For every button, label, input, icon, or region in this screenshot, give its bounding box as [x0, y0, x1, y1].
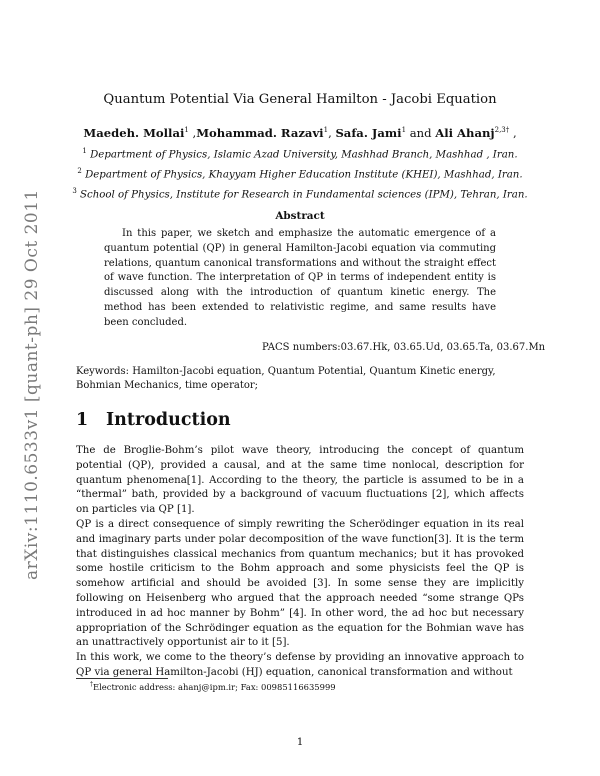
affiliation-3 [60, 187, 540, 200]
affiliation-mark: 3 [72, 187, 77, 195]
author-separator: and [406, 126, 436, 140]
footnote [76, 681, 538, 692]
section-number: 1 [76, 410, 89, 430]
section-title: Introduction [106, 410, 231, 430]
author-separator: , [328, 126, 336, 140]
footnote-text: Electronic address: ahanj@ipm.ir; Fax: 00985116635999 [93, 681, 336, 692]
pacs-numbers: PACS numbers:03.67.Hk, 03.65.Ud, 03.65.Ta, 03.67.Mn [262, 342, 546, 353]
author-list [60, 126, 540, 140]
author-separator: , [188, 126, 197, 140]
paper-title: Quantum Potential Via General Hamilton - Jacobi Equation [103, 92, 497, 107]
footnote-mark: † [90, 681, 93, 688]
author-name: Ali Ahanj [435, 126, 495, 140]
introduction-body [76, 444, 524, 681]
author-mark: 1 [184, 126, 189, 135]
affiliation-text: Department of Physics, Islamic Azad University, Mashhad Branch, Mashhad , Iran. [90, 149, 518, 161]
affiliation-1 [60, 147, 540, 160]
affiliation-2 [60, 167, 540, 180]
affiliation-mark: 1 [82, 147, 87, 155]
author-name: Safa. Jami [335, 126, 402, 140]
abstract-heading: Abstract [275, 210, 325, 222]
keywords: Keywords: Hamilton-Jacobi equation, Quantum Potential, Quantum Kinetic energy, Bohmian Mechanics, time operator; [76, 366, 496, 391]
author-mark: 2,3† [494, 126, 510, 135]
arxiv-identifier: arXiv:1110.6533v1 [quant-ph] 29 Oct 2011 [22, 189, 42, 581]
page-number: 1 [296, 736, 304, 748]
affiliation-text: Department of Physics, Khayyam Higher Education Institute (KHEI), Mashhad, Iran. [85, 169, 523, 181]
paragraph: The de Broglie-Bohm’s pilot wave theory, introducing the concept of quantum potential (QP), provided a causal, and at the same time nonlocal, description for quantum phenomena[1]. According to the theory, the particle is assumed to be in a “thermal” bath, provided by a background of vacuum fluctuations [2], which affects on particles via QP [1]. [76, 445, 524, 516]
affiliation-text: School of Physics, Institute for Research in Fundamental sciences (IPM), Tehran, Iran. [80, 189, 528, 201]
author-name: Mohammad. Razavi [196, 126, 324, 140]
author-mark: 1 [323, 126, 329, 135]
affiliation-mark: 2 [77, 167, 82, 175]
section-heading [76, 410, 231, 430]
author-name: Maedeh. Mollai [83, 126, 185, 140]
paragraph: QP is a direct consequence of simply rewriting the Scherödinger equation in its real and imaginary parts under polar decomposition of the wave function[3]. It is the term that distinguishes classical mechanics from quantum mechanics; but it has provoked some hostile criticism to the Bohm approach and some physicists feel the QP is somehow artificial and should be avoided [3]. In some sense they are implicitly following on Heisenberg who argued that the approach needed “some strange QPs introduced in ad hoc manner by Bohm” [4]. In other word, the ad hoc but necessary appropriation of the Schrödinger equation as the equation for the Bohmian wave has an unattractively opportunist air to it [5]. [76, 518, 524, 649]
footnote-divider [76, 678, 168, 679]
paragraph: In this work, we come to the theory’s defense by providing an innovative approach to QP via general Hamilton-Jacobi (HJ) equation, canonical transformation and without [76, 652, 524, 678]
abstract-text: In this paper, we sketch and emphasize the automatic emergence of a quantum potential (QP) in general Hamilton-Jacobi equation via commuting relations, quantum canonical transformations and without the straight effect of wave function. The interpretation of QP in terms of independent entity is discussed along with the introduction of quantum kinetic energy. The method has been extended to relativistic regime, and same results have been concluded. [104, 228, 496, 328]
author-mark: 1 [401, 126, 407, 135]
author-separator: , [509, 126, 517, 140]
